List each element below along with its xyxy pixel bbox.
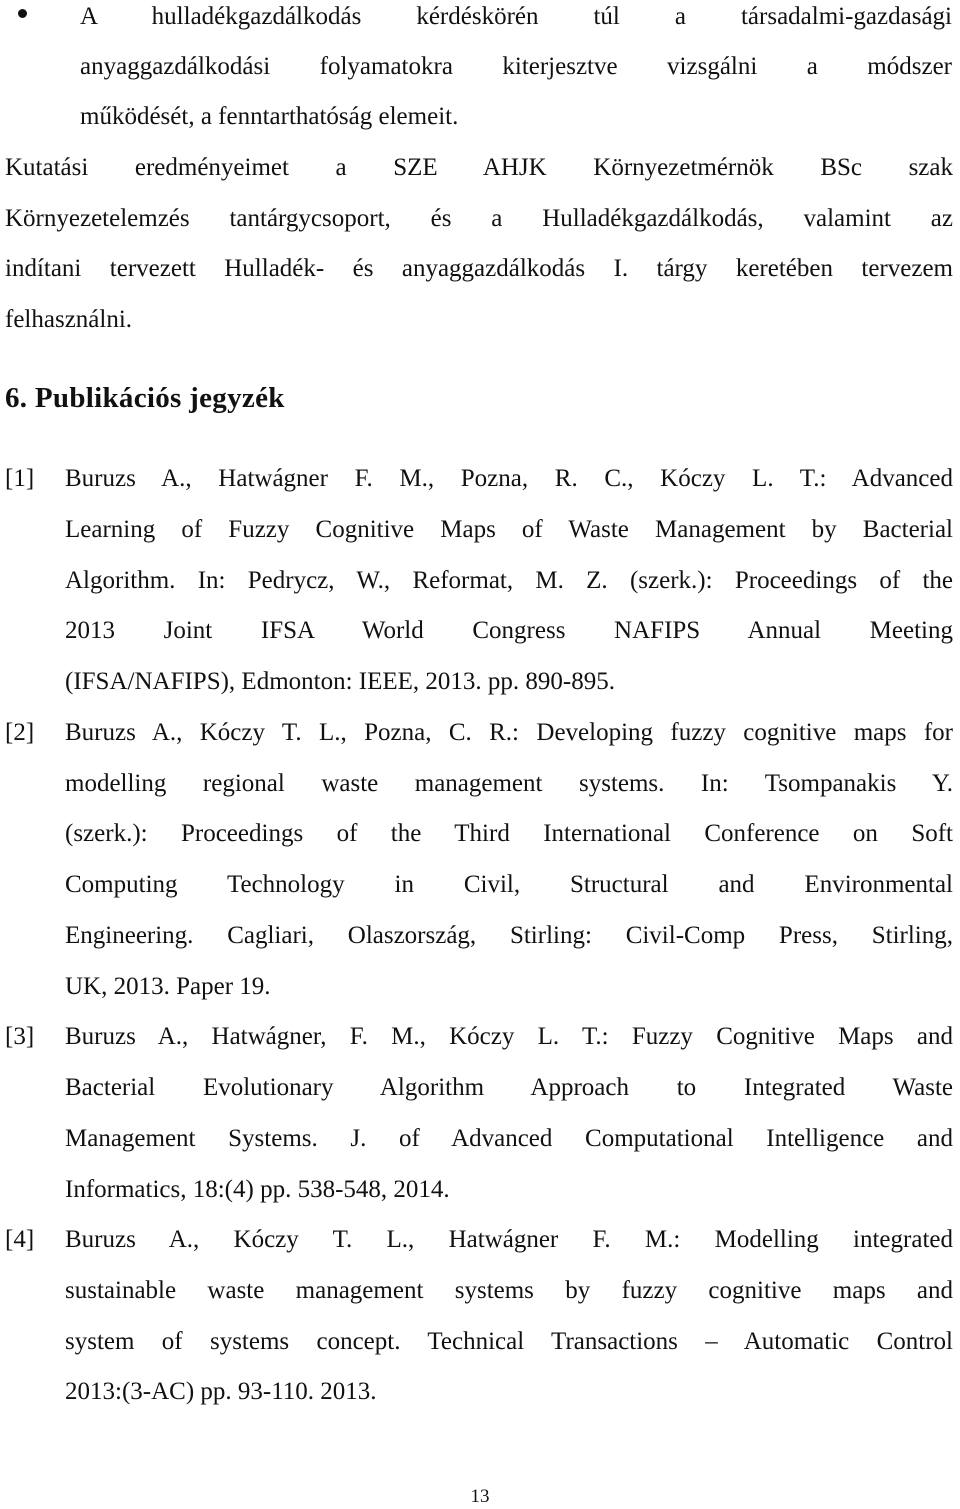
paragraph-line: Kutatási eredményeimet a SZE AHJK Környezetmérnök BSc szak bbox=[5, 154, 953, 181]
reference-line: Engineering. Cagliari, Olaszország, Stirling: Civil-Comp Press, Stirling, bbox=[65, 922, 953, 949]
reference-line: Computing Technology in Civil, Structural and Environmental bbox=[65, 871, 953, 898]
reference-line: Buruzs A., Hatwágner F. M., Pozna, R. C., Kóczy L. T.: Advanced bbox=[65, 465, 953, 492]
paragraph-line: indítani tervezett Hulladék- és anyaggazdálkodás I. tárgy keretében tervezem bbox=[5, 255, 953, 282]
reference-line: Management Systems. J. of Advanced Computational Intelligence and bbox=[65, 1125, 953, 1152]
reference-line: Learning of Fuzzy Cognitive Maps of Waste Management by Bacterial bbox=[65, 516, 953, 543]
reference-line: (szerk.): Proceedings of the Third International Conference on Soft bbox=[65, 820, 953, 847]
reference-line: (IFSA/NAFIPS), Edmonton: IEEE, 2013. pp. 890-895. bbox=[65, 668, 615, 695]
bullet-dot-icon bbox=[18, 9, 27, 18]
section-heading: 6. Publikációs jegyzék bbox=[5, 382, 285, 414]
reference-line: Buruzs A., Kóczy T. L., Pozna, C. R.: Developing fuzzy cognitive maps for bbox=[65, 719, 953, 746]
reference-line: UK, 2013. Paper 19. bbox=[65, 973, 271, 1000]
reference-line: sustainable waste management systems by fuzzy cognitive maps and bbox=[65, 1277, 953, 1304]
reference-number: [4] bbox=[5, 1226, 35, 1253]
reference-line: Buruzs A., Hatwágner, F. M., Kóczy L. T.: Fuzzy Cognitive Maps and bbox=[65, 1023, 953, 1050]
bullet-line: anyaggazdálkodási folyamatokra kiterjesztve vizsgálni a módszer bbox=[80, 53, 952, 80]
reference-line: Informatics, 18:(4) pp. 538-548, 2014. bbox=[65, 1176, 450, 1203]
reference-line: system of systems concept. Technical Transactions – Automatic Control bbox=[65, 1328, 953, 1355]
reference-line: 2013 Joint IFSA World Congress NAFIPS Annual Meeting bbox=[65, 617, 953, 644]
bullet-line: működését, a fenntarthatóság elemeit. bbox=[80, 103, 459, 130]
reference-number: [3] bbox=[5, 1023, 35, 1050]
paragraph-line: Környezetelemzés tantárgycsoport, és a Hulladékgazdálkodás, valamint az bbox=[5, 205, 953, 232]
reference-number: [1] bbox=[5, 465, 35, 492]
reference-line: Algorithm. In: Pedrycz, W., Reformat, M. Z. (szerk.): Proceedings of the bbox=[65, 567, 953, 594]
page-number: 13 bbox=[470, 1486, 490, 1507]
paragraph-line: felhasználni. bbox=[5, 306, 133, 333]
reference-line: 2013:(3-AC) pp. 93-110. 2013. bbox=[65, 1378, 377, 1405]
reference-line: Buruzs A., Kóczy T. L., Hatwágner F. M.: Modelling integrated bbox=[65, 1226, 953, 1253]
reference-line: Bacterial Evolutionary Algorithm Approach to Integrated Waste bbox=[65, 1074, 953, 1101]
reference-number: [2] bbox=[5, 719, 35, 746]
bullet-line: A hulladékgazdálkodás kérdéskörén túl a társadalmi-gazdasági bbox=[80, 3, 952, 30]
reference-line: modelling regional waste management systems. In: Tsompanakis Y. bbox=[65, 770, 953, 797]
